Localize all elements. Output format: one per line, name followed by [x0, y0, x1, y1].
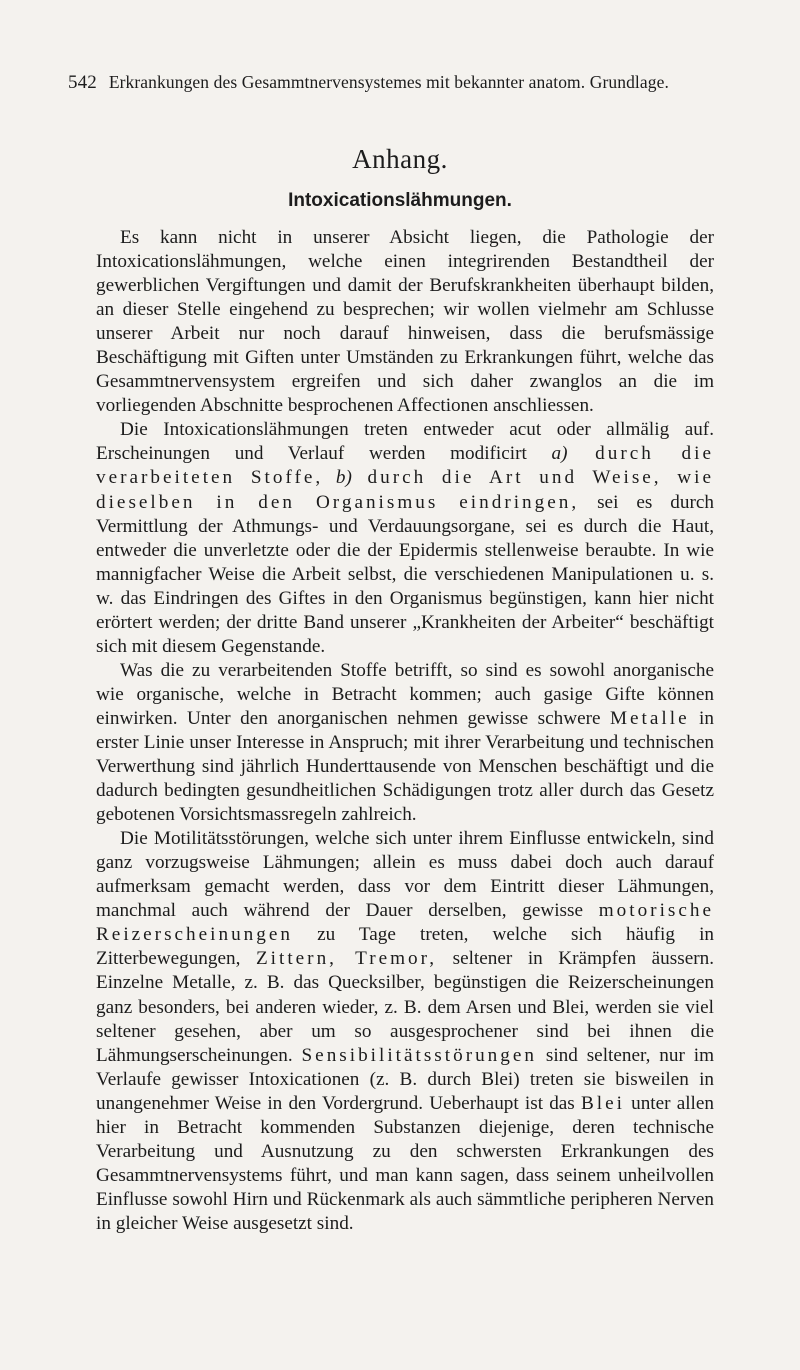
page-number: 542: [68, 72, 97, 93]
paragraph-4: [96, 827, 714, 1236]
paragraph-3-spaced: Metalle: [609, 707, 690, 729]
paragraph-4-spaced-a: motorische Reizerscheinungen: [96, 900, 714, 946]
running-head-title: Erkrankungen des Gesammtnervensystemes mit bekannter anatom. Grundlage.: [108, 72, 669, 92]
section-title: Intoxicationslähmungen.: [288, 190, 512, 211]
paragraph-4-text-d: sind seltener, nur im Verlaufe gewisser Intoxicationen (z. B. durch Blei) treten sie bisweilen in unangenehmer Weise in den Vordergrund. Ueberhaupt ist das: [96, 1044, 714, 1114]
paragraph-2-spaced-a: durch die verarbeiteten Stoffe,: [96, 443, 714, 489]
paragraph-4-spaced-d: Blei: [580, 1092, 625, 1114]
paragraph-4-spaced-b: Zittern, Tremor,: [255, 948, 438, 970]
paragraph-4-text-c: seltener in Krämpfen äussern. Einzelne Metalle, z. B. das Quecksilber, begünstigen die Reizerscheinungen ganz besonders, bei anderen wieder, z. B. dem Arsen und Blei, werden sie viel seltener gesehen, aber um so ausgesprochener sind bei ihnen die Lähmungserscheinungen.: [96, 948, 714, 1066]
chapter-heading: Anhang.: [352, 144, 448, 174]
paragraph-3: [96, 659, 714, 827]
paragraph-4-spaced-c: Sensibilitätsstörungen: [301, 1044, 537, 1066]
paragraph-3-text-a: Was die zu verarbeitenden Stoffe betrifft, so sind es sowohl anorganische wie organische, welche in Betracht kommen; auch gasige Gifte können einwirken. Unter den anorganischen nehmen gewisse schwere: [96, 659, 714, 729]
paragraph-2-text-b: sei es durch Vermittlung der Athmungs- und Verdauungsorgane, sei es durch die Haut, entweder die unverletzte oder die der Epidermis stellenweise beraubte. In wie mannigfacher Weise die Arbeit selbst, die verschiedenen Manipulationen u. s. w. das Eindringen des Giftes in den Organismus begünstigen, kann hier nicht erörtert werden; der dritte Band unserer „Krankheiten der Arbeiter“ beschäftigt sich mit diesem Gegenstande.: [96, 491, 714, 657]
paragraph-3-text-b: in erster Linie unser Interesse in Anspruch; mit ihrer Verarbeitung und technischen Verwerthung sind jährlich Hunderttausende von Menschen beschäftigt und die dadurch bedingten gesundheitlichen Schädigungen trotz aller durch das Gesetz gebotenen Vorsichtsmassregeln zahlreich.: [96, 707, 714, 826]
paragraph-2-text-a: Die Intoxicationslähmungen treten entweder acut oder allmälig auf. Erscheinungen und Verlauf werden modificirt: [96, 419, 714, 465]
running-head: [68, 72, 728, 94]
paragraph-2: [96, 418, 714, 658]
paragraph-2-spaced-b: durch die Art und Weise, wie dieselben in den Organismus eindringen,: [96, 467, 715, 513]
paragraph-1: Es kann nicht in unserer Absicht liegen, die Pathologie der Intoxicationslähmungen, welche einen integrirenden Bestandtheil der gewerblichen Vergiftungen und damit der Berufskrankheiten überhaupt bilden, an dieser Stelle eingehend zu besprechen; wir wollen vielmehr am Schlusse unserer Arbeit nur noch darauf hinweisen, dass die berufsmässige Beschäftigung mit Giften unter Umständen zu Erkrankungen führt, welche das Gesammtnervensystem ergreifen und sich daher zwanglos an die im vorliegenden Abschnitte besprochenen Affectionen anschliessen.: [96, 227, 714, 417]
paragraph-4-text-b: zu Tage treten, welche sich häufig in Zitterbewegungen,: [96, 924, 714, 970]
paragraph-2-label-a: a): [551, 443, 568, 465]
paragraph-4-text-a: Die Motilitätsstörungen, welche sich unter ihrem Einflusse entwickeln, sind ganz vorzugsweise Lähmungen; allein es muss dabei doch auch darauf aufmerksam gemacht werden, dass vor dem Eintritt dieser Lähmungen, manchmal auch während der Dauer derselben, gewisse: [96, 828, 714, 922]
paragraph-2-label-b: b): [335, 467, 352, 489]
paragraph-4-text-e: unter allen hier in Betracht kommenden Substanzen diejenige, deren technische Verarbeitung und Ausnutzung zu den schwersten Erkrankungen des Gesammtnervensystems führt, und man kann sagen, dass seinem unheilvollen Einflusse sowohl Hirn und Rückenmark als auch sämmtliche peripheren Nerven in gleicher Weise ausgesetzt sind.: [96, 1092, 714, 1234]
body-text: [96, 226, 714, 1236]
